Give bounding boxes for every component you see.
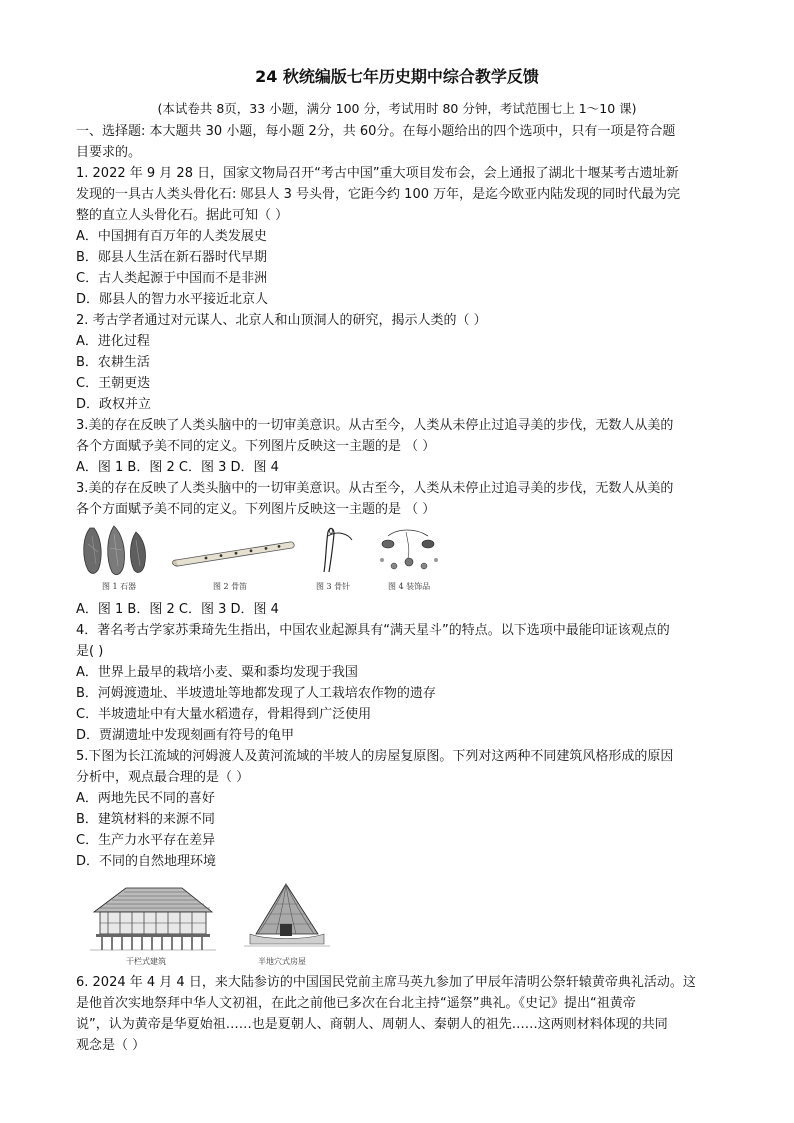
- option-a: A．世界上最早的栽培小麦、粟和黍均发现于我国: [76, 665, 358, 680]
- question-text: 分析中，观点最合理的是（ ）: [76, 770, 250, 785]
- question-text: 2. 考古学者通过对元谋人、北京人和山顶洞人的研究，揭示人类的（ ）: [76, 313, 487, 328]
- question-text: 观念是（ ）: [76, 1038, 146, 1053]
- section-instruction: 目要求的。: [76, 145, 142, 160]
- question-text: 4．著名考古学家苏秉琦先生指出，中国农业起源具有“满天星斗”的特点。以下选项中最能印证该观点的: [76, 623, 670, 638]
- house-figures: [86, 878, 346, 968]
- fig4-caption: 图 4 装饰品: [388, 582, 431, 591]
- option-d: D．贾湖遗址中发现刻画有符号的龟甲: [76, 728, 295, 743]
- stilt-house-image: [90, 888, 216, 950]
- option-c: C．王朝更迭: [76, 376, 151, 391]
- question-text: 说”，认为黄帝是华夏始祖……也是夏朝人、商朝人、周朝人、秦朝人的祖先……这两则材料体现的共同: [76, 1017, 668, 1032]
- fig3-caption: 图 3 骨针: [316, 582, 351, 591]
- question-text: 各个方面赋予美不同的定义。下列图片反映这一主题的是 （ ）: [76, 439, 436, 454]
- question-text: 5.下图为长江流域的河姆渡人及黄河流域的半坡人的房屋复原图。下列对这两种不同建筑风格形成的原因: [76, 749, 674, 764]
- question-text: 6. 2024 年 4 月 4 日，来大陆参访的中国国民党前主席马英九参加了甲辰年清明公祭轩辕黄帝典礼活动。这: [76, 975, 696, 990]
- question-text: 整的直立人头骨化石。据此可知（ ）: [76, 208, 289, 223]
- option-a: A．中国拥有百万年的人类发展史: [76, 229, 267, 244]
- bone-needle-image: [324, 528, 352, 572]
- options-line: A．图 1 B．图 2 C．图 3 D．图 4: [76, 602, 279, 617]
- option-d: D．不同的自然地理环境: [76, 854, 217, 869]
- bone-flute-image: [172, 542, 294, 566]
- question-text: 各个方面赋予美不同的定义。下列图片反映这一主题的是 （ ）: [76, 502, 436, 517]
- ornaments-image: [380, 530, 438, 569]
- semi-subterranean-house-image: [244, 884, 330, 946]
- option-c: C．生产力水平存在差异: [76, 833, 216, 848]
- stone-tools-image: [84, 526, 146, 575]
- option-a: A．进化过程: [76, 334, 150, 349]
- question-text: 是他首次实地祭拜中华人文初祖，在此之前他已多次在台北主持“遥祭”典礼。《史记》提出“祖黄帝: [76, 996, 636, 1011]
- option-b: B．郧县人生活在新石器时代早期: [76, 250, 267, 265]
- question-text: 1. 2022 年 9 月 28 日，国家文物局召开“考古中国”重大项目发布会，会上通报了湖北十堰某考古遗址新: [76, 166, 679, 181]
- artifact-figures: [76, 520, 456, 595]
- option-b: B．农耕生活: [76, 355, 150, 370]
- option-b: B．建筑材料的来源不同: [76, 812, 215, 827]
- question-text: 是( ): [76, 644, 104, 659]
- stilt-house-caption: 干栏式建筑: [126, 957, 166, 966]
- semi-subterranean-caption: 半地穴式房屋: [258, 957, 306, 966]
- option-a: A．两地先民不同的喜好: [76, 791, 215, 806]
- question-text: 3.美的存在反映了人类头脑中的一切审美意识。从古至今，人类从未停止过追寻美的步伐，无数人从美的: [76, 481, 674, 496]
- section-instruction: 一、选择题: 本大题共 30 小题，每小题 2分，共 60分。在每小题给出的四个选项中，只有一项是符合题: [76, 124, 676, 139]
- option-c: C．古人类起源于中国而不是非洲: [76, 271, 268, 286]
- option-d: D．郧县人的智力水平接近北京人: [76, 292, 269, 307]
- options-line: A．图 1 B．图 2 C．图 3 D．图 4: [76, 460, 279, 475]
- option-b: B．河姆渡遗址、半坡遗址等地都发现了人工栽培农作物的遗存: [76, 686, 436, 701]
- question-text: 3.美的存在反映了人类头脑中的一切审美意识。从古至今，人类从未停止过追寻美的步伐，无数人从美的: [76, 418, 674, 433]
- option-c: C．半坡遗址中有大量水稻遗存，骨耜得到广泛使用: [76, 707, 372, 722]
- fig2-caption: 图 2 骨笛: [213, 582, 248, 591]
- option-d: D．政权并立: [76, 397, 152, 412]
- question-text: 发现的一具古人类头骨化石: 郧县人 3 号头骨，它距今约 100 万年，是迄今欧亚内陆发现的同时代最为完: [76, 187, 681, 202]
- fig1-caption: 图 1 石器: [102, 582, 137, 591]
- exam-info: (本试卷共 8页，33 小题，满分 100 分，考试用时 80 分钟，考试范围七上 1～10 课): [157, 101, 637, 116]
- page-title: 24 秋统编版七年历史期中综合教学反馈: [255, 67, 539, 86]
